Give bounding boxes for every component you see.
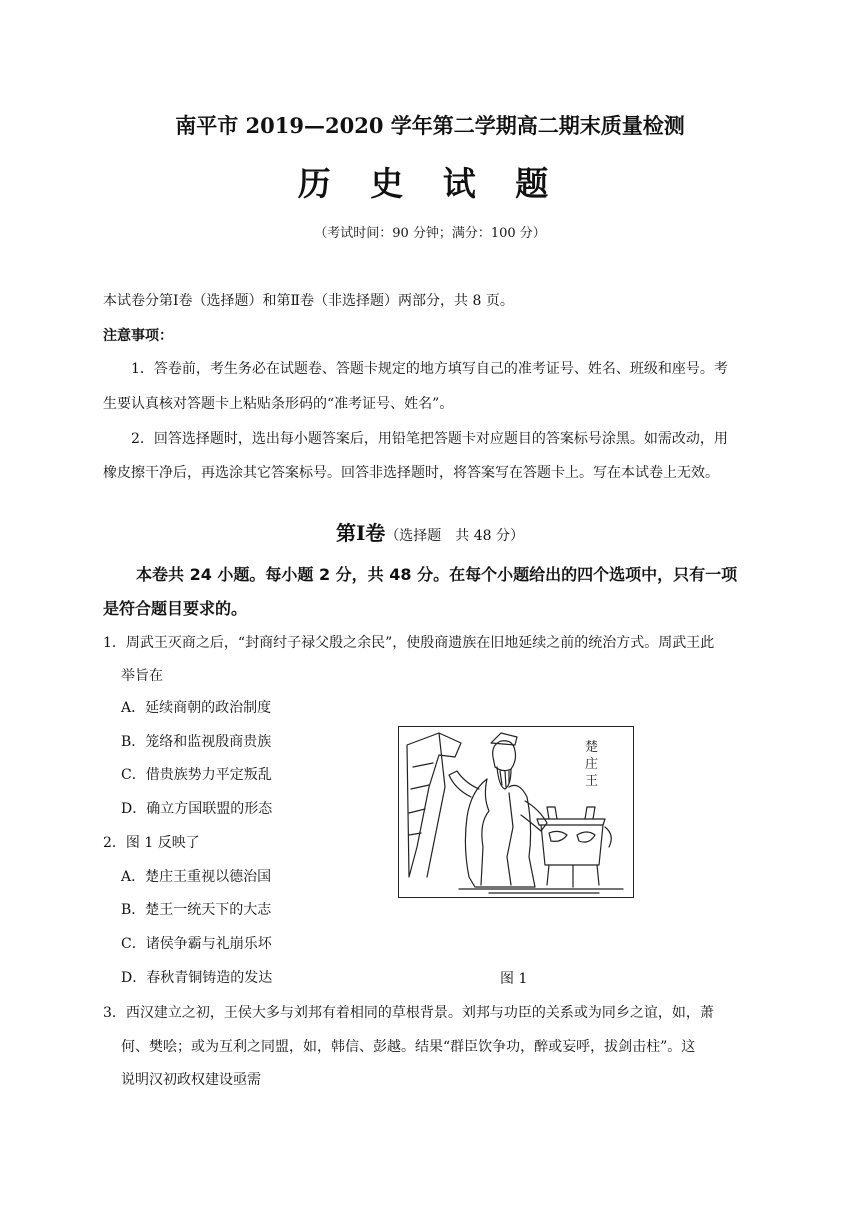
chu-king-drawing <box>399 727 632 896</box>
section1-note: （选择题 共 48 分） <box>385 528 525 544</box>
q2-option-b[interactable]: B．楚王一统天下的大志 <box>121 902 272 918</box>
q3-stem-line2: 何、樊哙；或为互利之同盟，如，韩信、彭越。结果“群臣饮争功，醉或妄呼，拔剑击柱”。这 <box>121 1039 696 1055</box>
svg-text:庄: 庄 <box>585 757 599 772</box>
q2-option-a[interactable]: A．楚庄王重视以德治国 <box>121 869 272 885</box>
q1-stem-line1: 1．周武王灭商之后，“封商纣子禄父殷之余民”，使殷商遗族在旧地延续之前的统治方式。周武王此 <box>103 635 715 651</box>
q3-stem-line1: 3．西汉建立之初，王侯大多与刘邦有着相同的草根背景。刘邦与功臣的关系或为同乡之谊，如，萧 <box>103 1005 714 1021</box>
notice-heading: 注意事项： <box>103 328 173 344</box>
q1-option-d[interactable]: D．确立方国联盟的形态 <box>121 801 273 817</box>
notice-2-line1: 2．回答选择题时，选出每小题答案后，用铅笔把答题卡对应题目的答案标号涂黑。如需改动，用 <box>131 431 728 447</box>
q2-stem-line1: 2．图 1 反映了 <box>103 835 200 851</box>
figure-1-caption: 图 1 <box>500 971 528 987</box>
notice-2-line2: 橡皮擦干净后，再选涂其它答案标号。回答非选择题时，将答案写在答题卡上。写在本试卷上无效。 <box>103 465 719 481</box>
q2-option-d[interactable]: D．春秋青铜铸造的发达 <box>121 970 273 986</box>
q2-option-c[interactable]: C．诸侯争霸与礼崩乐坏 <box>121 936 272 952</box>
q1-stem-line2: 举旨在 <box>121 668 163 684</box>
svg-text:王: 王 <box>585 774 599 789</box>
subject-title: 历 史 试 题 <box>297 164 563 203</box>
section1-instruction-line1: 本卷共 24 小题。每小题 2 分，共 48 分。在每个小题给出的四个选项中，只有一项 <box>136 565 738 584</box>
section1-title: 第Ⅰ卷 <box>335 521 386 545</box>
exam-info: （考试时间：90 分钟；满分：100 分） <box>314 226 546 241</box>
q1-option-c[interactable]: C．借贵族势力平定叛乱 <box>121 767 272 783</box>
q1-option-a[interactable]: A．延续商朝的政治制度 <box>121 700 272 716</box>
svg-text:楚: 楚 <box>585 740 599 755</box>
notice-1-line2: 生要认真核对答题卡上粘贴条形码的“准考证号、姓名”。 <box>103 396 454 412</box>
notice-1-line1: 1．答卷前，考生务必在试题卷、答题卡规定的地方填写自己的准考证号、姓名、班级和座号。考 <box>131 361 728 377</box>
exam-title: 南平市 2019—2020 学年第二学期高二期末质量检测 <box>175 113 685 138</box>
q3-stem-line3: 说明汉初政权建设亟需 <box>121 1072 261 1088</box>
section1-heading <box>0 517 860 546</box>
section1-instruction-line2: 是符合题目要求的。 <box>103 599 248 618</box>
figure-1-illustration <box>398 726 634 898</box>
volumes-note: 本试卷分第Ⅰ卷（选择题）和第Ⅱ卷（非选择题）两部分，共 8 页。 <box>103 293 514 309</box>
q1-option-b[interactable]: B．笼络和监视殷商贵族 <box>121 734 272 750</box>
figure-inscription <box>585 739 598 789</box>
